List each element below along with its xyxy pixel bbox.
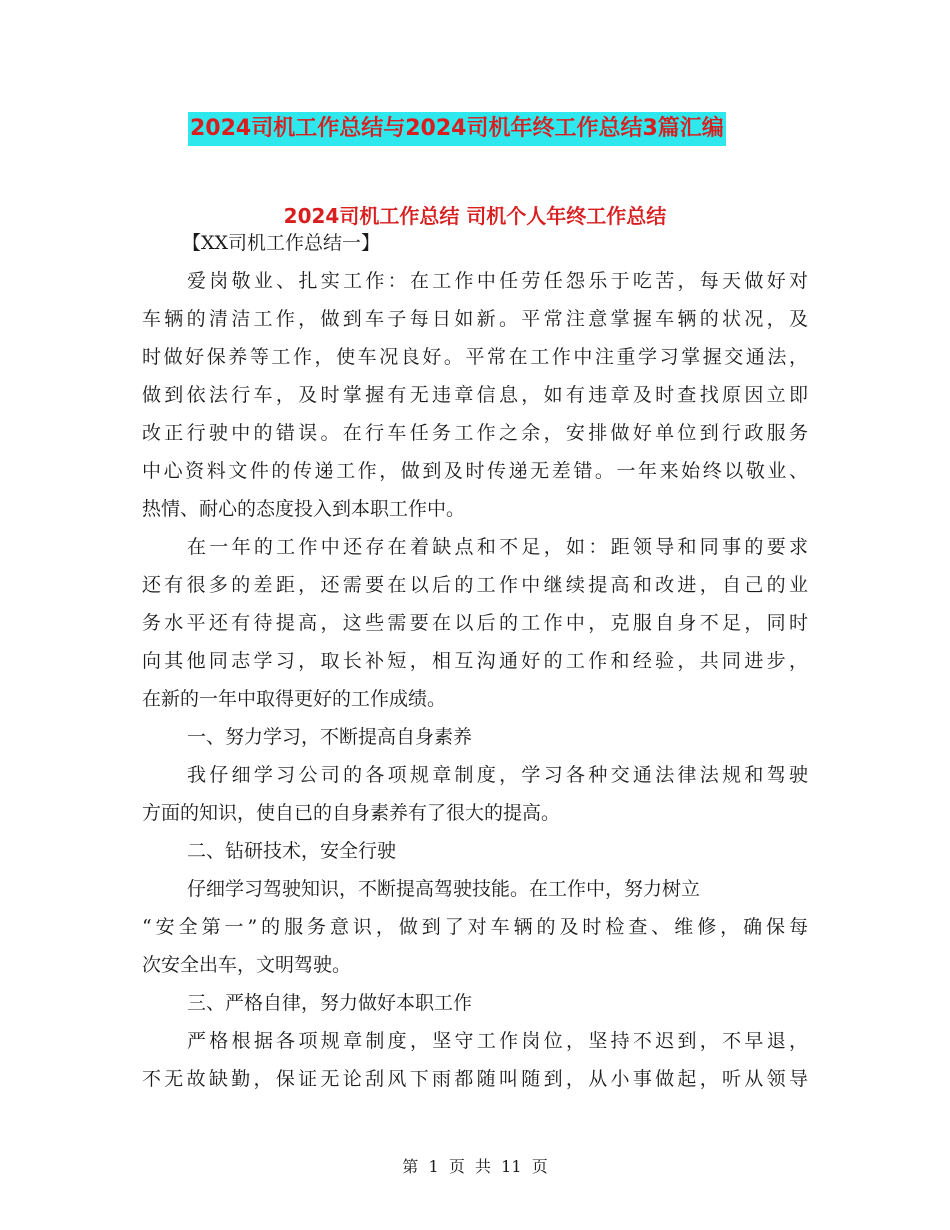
section-heading-line: 【XX司机工作总结一】 [182, 232, 381, 254]
paragraph-line: 改正行驶中的错误。在行车任务工作之余，安排做好单位到行政服务 [142, 422, 808, 444]
paragraph-line: 在一年的工作中还存在着缺点和不足，如：距领导和同事的要求 [187, 536, 808, 558]
paragraph-line: 时做好保养等工作，使车况良好。平常在工作中注重学习掌握交通法， [142, 346, 808, 368]
page-footer: 第 1 页 共 11 页 [402, 1157, 548, 1176]
body-text [142, 224, 808, 1098]
sub-title: 2024司机工作总结 司机个人年终工作总结 [283, 204, 667, 228]
paragraph-line: 我仔细学习公司的各项规章制度，学习各种交通法律法规和驾驶 [187, 764, 808, 786]
paragraph-line: 中心资料文件的传递工作，做到及时传递无差错。一年来始终以敬业、 [142, 460, 808, 482]
paragraph-line: 不无故缺勤，保证无论刮风下雨都随叫随到，从小事做起，听从领导 [142, 1068, 808, 1090]
paragraph-line: 热情、耐心的态度投入到本职工作中。 [142, 498, 466, 520]
paragraph-line: 方面的知识，使自已的自身素养有了很大的提高。 [142, 802, 561, 824]
paragraph-line: 在新的一年中取得更好的工作成绩。 [142, 688, 447, 710]
paragraph-line: 务水平还有待提高，这些需要在以后的工作中，克服自身不足，同时 [142, 612, 808, 634]
paragraph-line: 仔细学习驾驶知识，不断提高驾驶技能。在工作中，努力树立 [187, 878, 701, 900]
section-heading-line: 三、严格自律，努力做好本职工作 [187, 992, 473, 1014]
paragraph-line: 做到依法行车，及时掌握有无违章信息，如有违章及时查找原因立即 [142, 384, 808, 406]
section-heading-line: 二、钻研技术，安全行驶 [187, 840, 397, 862]
paragraph-line: 严格根据各项规章制度，坚守工作岗位，坚持不迟到，不早退， [187, 1030, 808, 1052]
paragraph-line: 次安全出车，文明驾驶。 [142, 954, 352, 976]
paragraph-line: 还有很多的差距，还需要在以后的工作中继续提高和改进，自己的业 [142, 574, 808, 596]
section-heading-line: 一、努力学习，不断提高自身素养 [187, 726, 473, 748]
paragraph-line: 爱岗敬业、扎实工作：在工作中任劳任怨乐于吃苦，每天做好对 [187, 270, 808, 292]
main-title: 2024司机工作总结与2024司机年终工作总结3篇汇编 [188, 112, 726, 146]
paragraph-line: 向其他同志学习，取长补短，相互沟通好的工作和经验，共同进步， [142, 650, 808, 672]
paragraph-line: 车辆的清洁工作，做到车子每日如新。平常注意掌握车辆的状况，及 [142, 308, 808, 330]
paragraph-line: “安全第一”的服务意识，做到了对车辆的及时检查、维修，确保每 [142, 916, 808, 938]
